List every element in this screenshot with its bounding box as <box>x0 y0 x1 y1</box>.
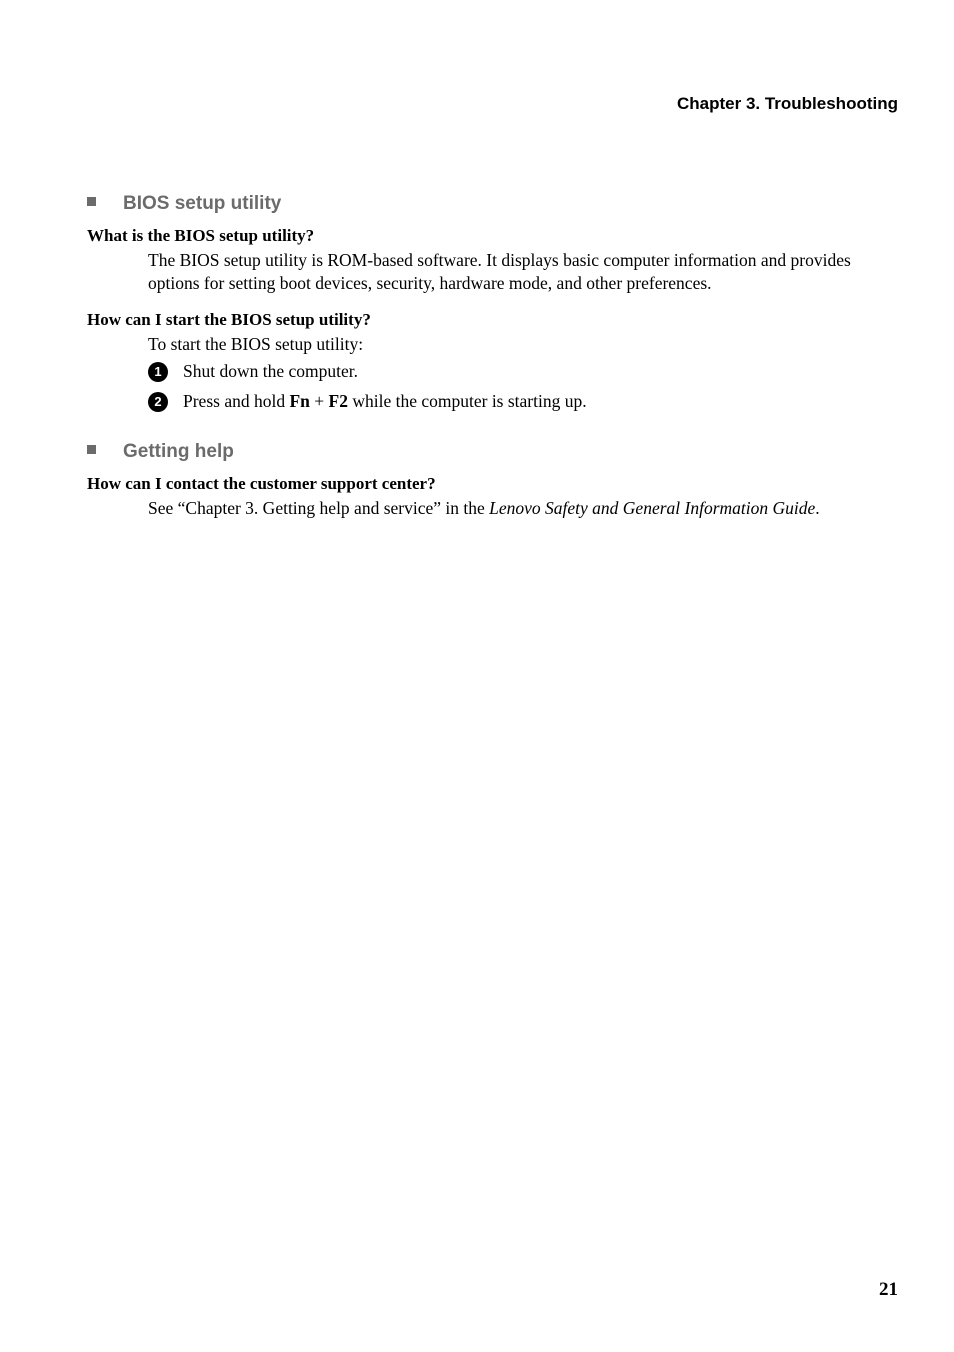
plus-sign: + <box>314 391 325 411</box>
step-text-post: while the computer is starting up. <box>352 391 587 411</box>
section-title: Getting help <box>123 441 234 462</box>
step-1 <box>148 361 358 382</box>
section-heading-getting-help <box>87 441 234 463</box>
step-number-icon: 1 <box>148 362 168 382</box>
question-what-is-bios: What is the BIOS setup utility? <box>87 226 315 245</box>
section-heading-bios <box>87 193 281 215</box>
chapter-header: Chapter 3. Troubleshooting <box>676 94 898 113</box>
page-number: 21 <box>879 1279 898 1300</box>
key-f2: F2 <box>328 391 348 411</box>
guide-title: Lenovo Safety and General Information Guide <box>489 498 816 518</box>
question-start-bios: How can I start the BIOS setup utility? <box>87 310 371 329</box>
answer-contact-support <box>148 497 888 520</box>
question-contact-support: How can I contact the customer support center? <box>87 474 436 493</box>
key-fn: Fn <box>289 391 310 411</box>
step-number-icon: 2 <box>148 392 168 412</box>
answer-text-post: . <box>815 498 820 518</box>
answer-what-is-bios: The BIOS setup utility is ROM-based software. It displays basic computer information and provides options for setting boot devices, security, hardware mode, and other preferences. <box>148 250 851 293</box>
step-text: Shut down the computer. <box>183 361 358 381</box>
square-bullet-icon <box>87 445 96 454</box>
step-text-pre: Press and hold <box>183 391 286 411</box>
square-bullet-icon <box>87 197 96 206</box>
answer-start-bios: To start the BIOS setup utility: <box>148 334 364 354</box>
answer-text-pre: See “Chapter 3. Getting help and service” in the <box>148 498 485 518</box>
step-2 <box>148 391 587 412</box>
step-text <box>183 391 587 412</box>
section-title: BIOS setup utility <box>123 193 282 214</box>
